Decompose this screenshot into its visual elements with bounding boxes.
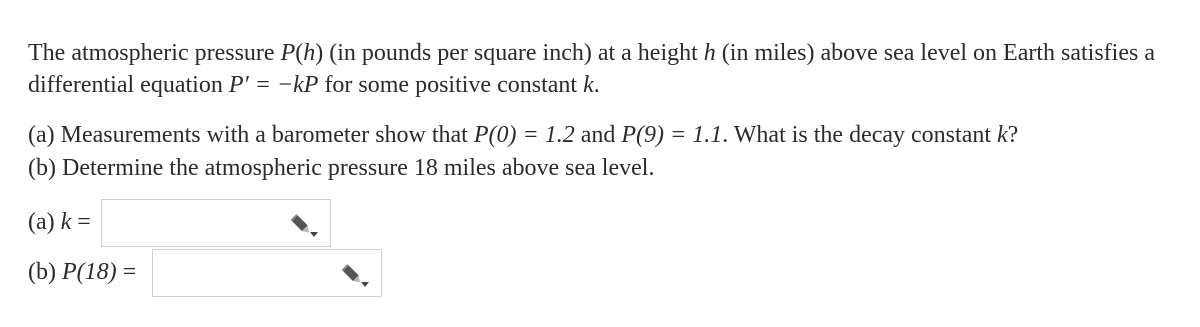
problem-text: (	[295, 40, 304, 66]
equals-sign: =	[71, 209, 91, 235]
answer-b-label	[28, 257, 136, 287]
equals-sign: =	[116, 259, 137, 285]
part-a-prompt	[28, 120, 1018, 150]
pencil-dropdown-icon[interactable]	[341, 262, 371, 288]
problem-text: The atmospheric pressure	[28, 40, 281, 66]
var-k: k	[60, 209, 72, 235]
label-text: (b)	[28, 259, 62, 285]
equation: P(9) = 1.1	[621, 122, 723, 148]
prompt-text: (a) Measurements with a barometer show that	[28, 122, 474, 148]
problem-text: for some positive constant	[318, 72, 584, 98]
answer-a-input[interactable]	[101, 199, 331, 247]
problem-line-1	[28, 38, 1155, 68]
expression: P(18)	[61, 259, 117, 285]
var-h: h	[303, 40, 316, 66]
answer-a-label	[28, 207, 91, 237]
part-b-prompt	[28, 153, 654, 183]
problem-line-2	[28, 70, 600, 100]
var-k: k	[997, 122, 1008, 148]
pencil-dropdown-icon[interactable]	[290, 212, 320, 238]
prompt-text: (b) Determine the atmospheric pressure 18 miles above sea level.	[28, 155, 655, 181]
var-P: P	[280, 40, 296, 66]
problem-text: ) (in pounds per square inch) at a height	[315, 40, 704, 66]
problem-text: differential equation	[28, 72, 229, 98]
equation: P(0) = 1.2	[473, 122, 575, 148]
equation: P′ = −kP	[228, 72, 319, 98]
var-k: k	[583, 72, 594, 98]
problem-text: (in miles) above sea level on Earth satisfies a	[715, 40, 1155, 66]
label-text: (a)	[28, 209, 61, 235]
prompt-text: ?	[1007, 122, 1019, 148]
answer-b-input[interactable]	[152, 249, 382, 297]
var-h: h	[703, 40, 716, 66]
prompt-text: and	[574, 122, 622, 148]
prompt-text: . What is the decay constant	[722, 122, 998, 148]
problem-text: .	[593, 72, 600, 98]
